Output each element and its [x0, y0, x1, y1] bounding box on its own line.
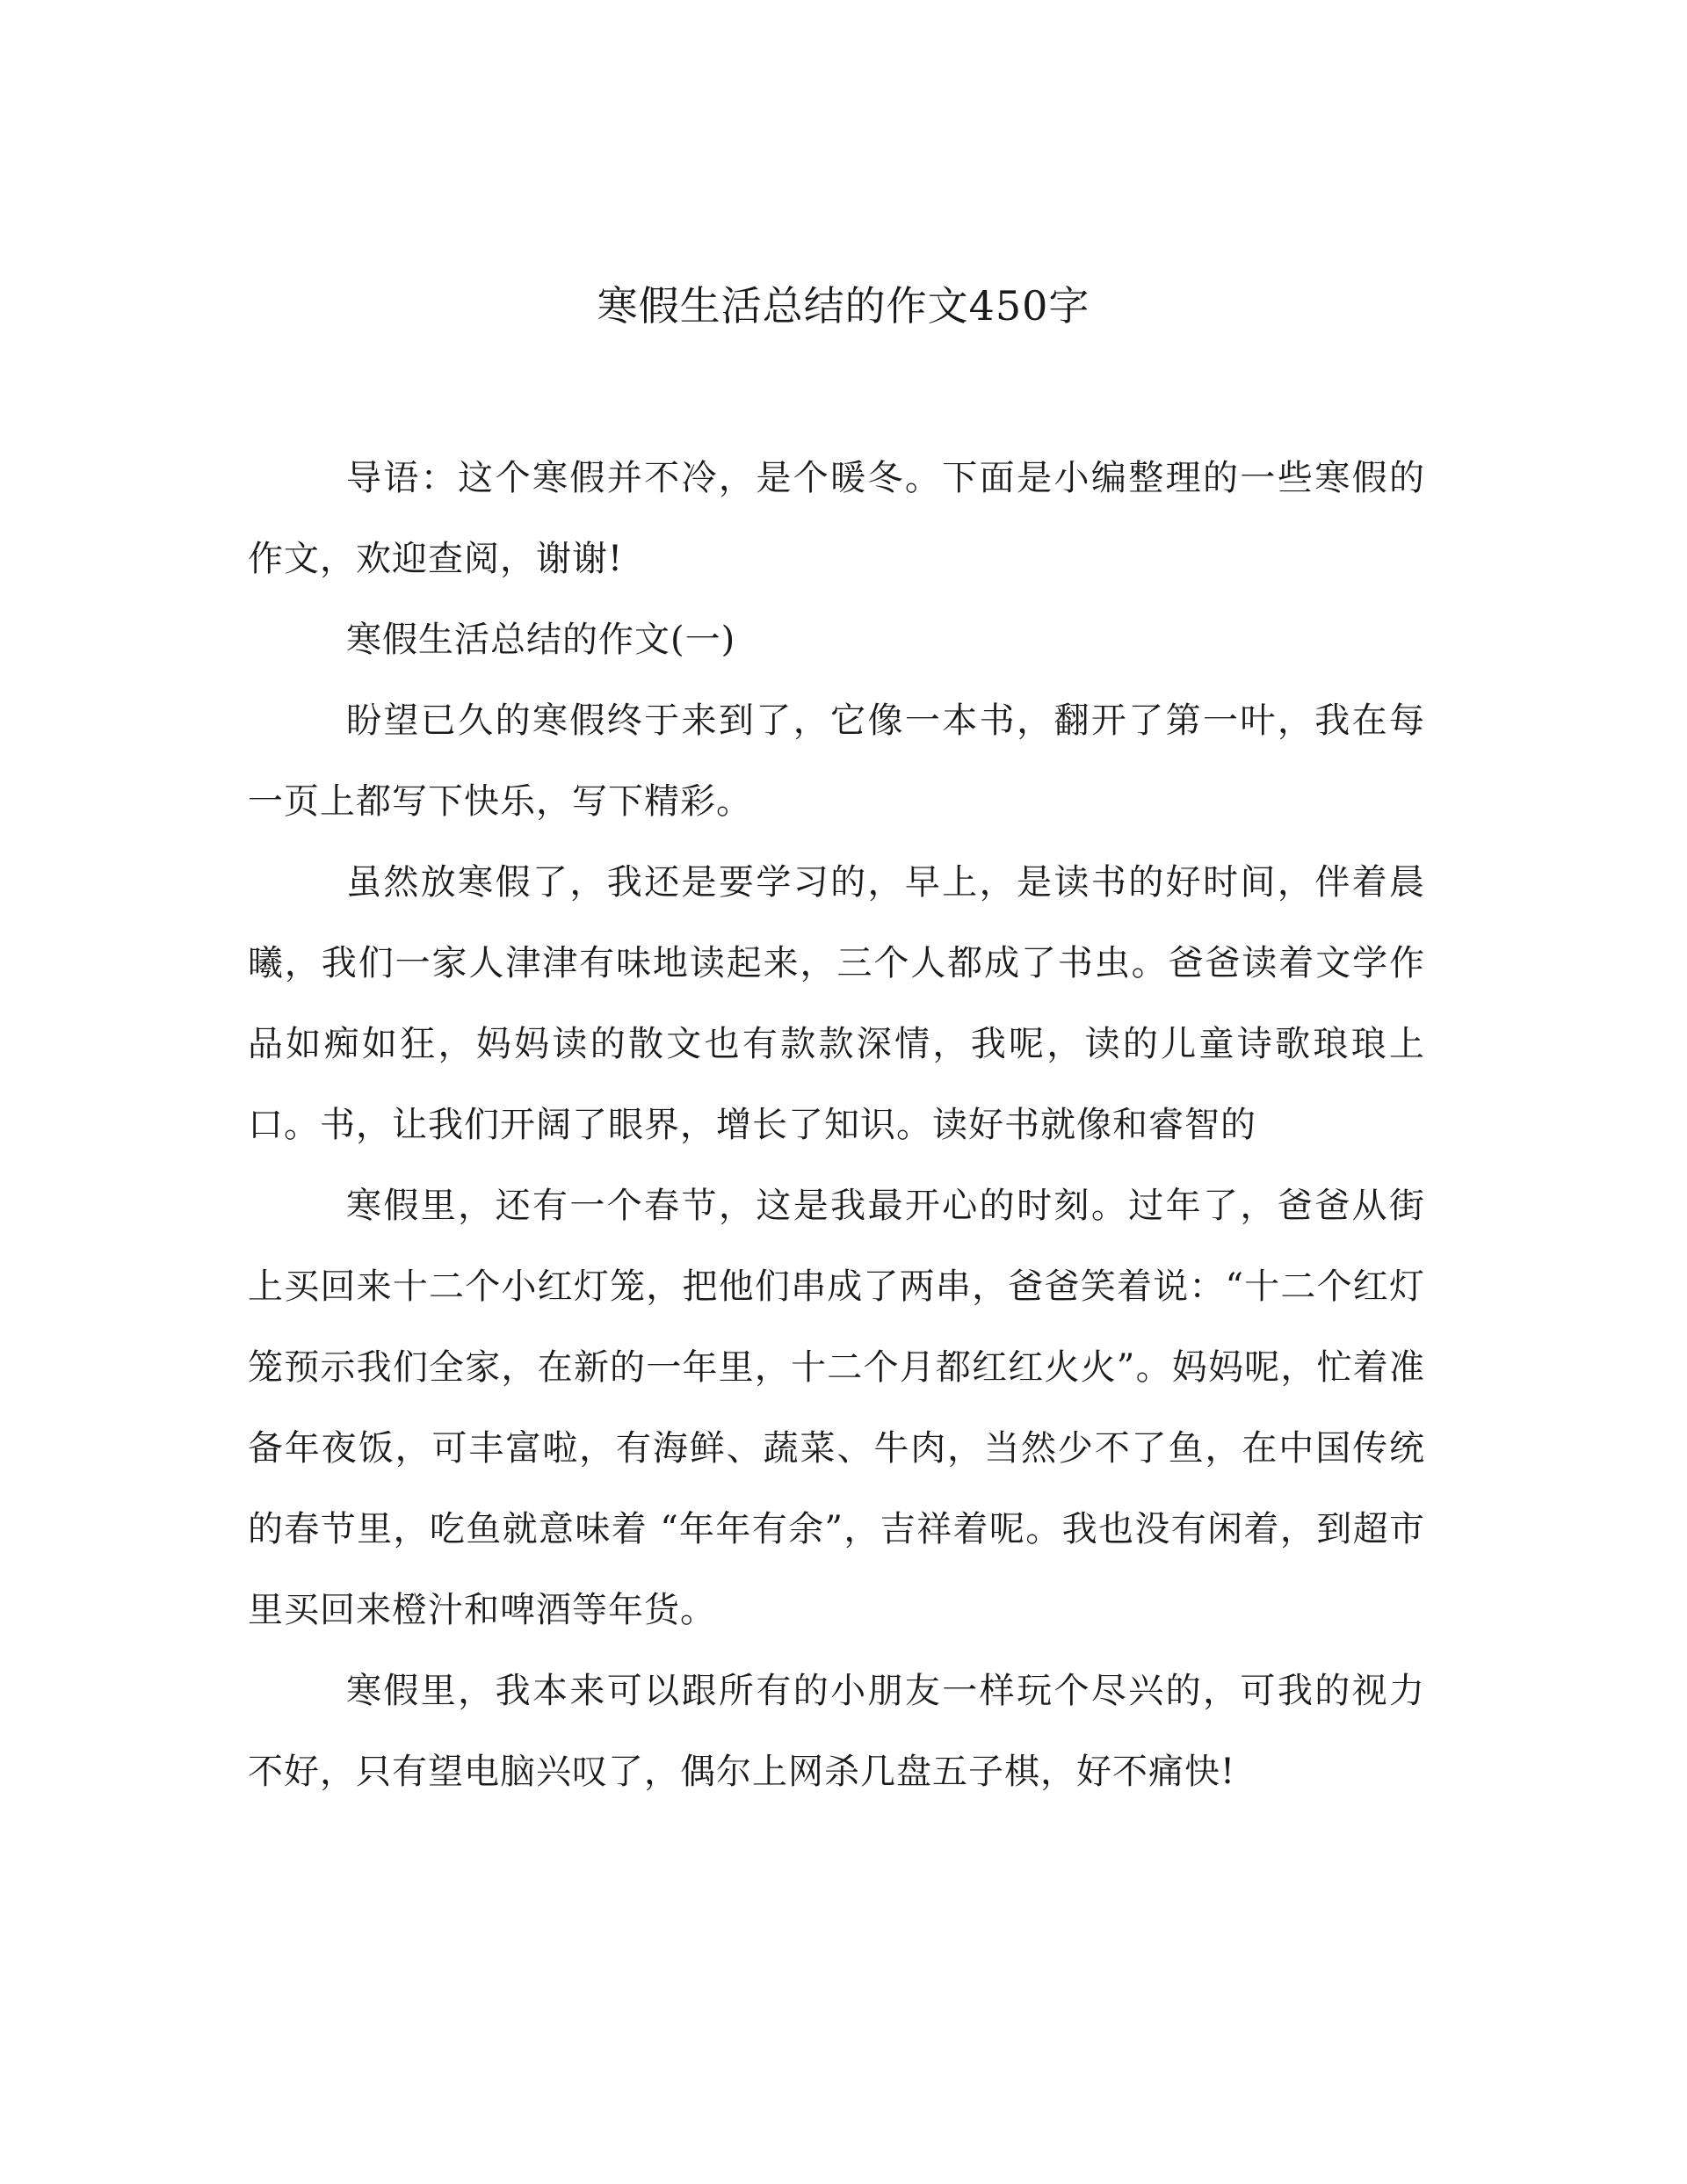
document-title: 寒假生活总结的作文450字	[597, 282, 1090, 330]
body-paragraph: 虽然放寒假了，我还是要学习的，早上，是读书的好时间，伴着晨曦，我们一家人津津有味地读起来，三个人都成了书虫。爸爸读着文学作品如痴如狂，妈妈读的散文也有款款深情，我呢，读的儿童诗歌琅琅上口。书，让我们开阔了眼界，增长了知识。读好书就像和睿智的	[248, 862, 1425, 1145]
body-paragraph: 寒假里，我本来可以跟所有的小朋友一样玩个尽兴的，可我的视力不好，只有望电脑兴叹了，偶尔上网杀几盘五子棋，好不痛快!	[248, 1671, 1425, 1792]
body-paragraph: 寒假里，还有一个春节，这是我最开心的时刻。过年了，爸爸从街上买回来十二个小红灯笼，把他们串成了两串，爸爸笑着说：“十二个红灯笼预示我们全家，在新的一年里，十二个月都红红火火”。妈妈呢，忙着准备年夜饭，可丰富啦，有海鲜、蔬菜、牛肉，当然少不了鱼，在中国传统的春节里，吃鱼就意味着 “年年有余”，吉祥着呢。我也没有闲着，到超市里买回来橙汁和啤酒等年货。	[248, 1186, 1425, 1630]
section-heading: 寒假生活总结的作文(一)	[346, 620, 736, 660]
intro-paragraph: 导语：这个寒假并不冷，是个暖冬。下面是小编整理的一些寒假的作文，欢迎查阅，谢谢!	[248, 458, 1425, 579]
body-paragraph: 盼望已久的寒假终于来到了，它像一本书，翻开了第一叶，我在每一页上都写下快乐，写下精彩。	[248, 700, 1425, 822]
document-body	[248, 438, 1425, 1812]
